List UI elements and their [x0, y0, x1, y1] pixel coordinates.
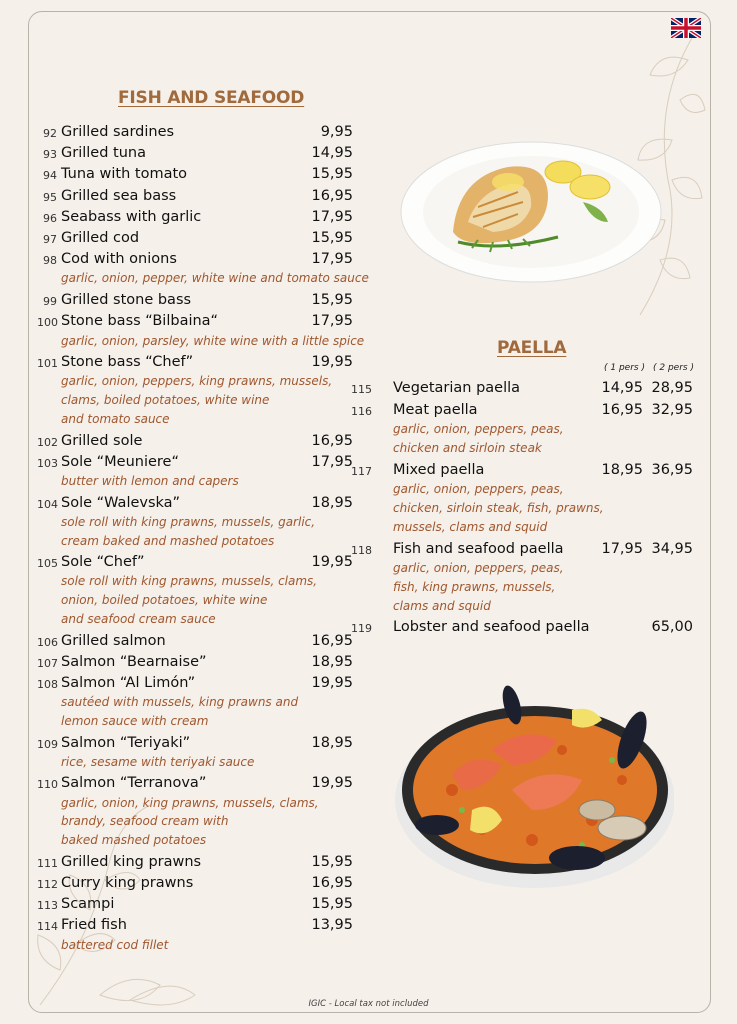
menu-item-price-2-person: 65,00	[651, 619, 693, 636]
menu-item-price: 15,95	[311, 896, 353, 913]
menu-item-description: sole roll with king prawns, mussels, garlic,	[61, 514, 316, 529]
menu-item-name: Sole “Meuniere“	[61, 453, 179, 470]
menu-item-name: Sole “Walevska”	[61, 494, 181, 511]
menu-item-number: 111	[37, 856, 58, 870]
menu-item-name: Scampi	[61, 896, 115, 913]
menu-item-name: Curry king prawns	[61, 874, 194, 891]
menu-item-number: 95	[43, 190, 57, 204]
menu-item-price: 13,95	[311, 917, 353, 934]
fish-section-title: FISH AND SEAFOOD	[118, 88, 305, 108]
menu-item-description: cream baked and mashed potatoes	[61, 533, 275, 548]
menu-item-name: Grilled stone bass	[61, 292, 192, 309]
menu-item-name: Sole “Chef”	[61, 554, 145, 571]
menu-item-number: 101	[37, 357, 58, 371]
menu-item-description: chicken, sirloin steak, fish, prawns,	[393, 500, 604, 515]
menu-item-name: Cod with onions	[61, 251, 177, 268]
menu-item-name: Lobster and seafood paella	[393, 619, 590, 636]
menu-item-price: 15,95	[311, 853, 353, 870]
menu-item-price-1-person: 14,95	[601, 380, 643, 396]
menu-item-number: 105	[37, 557, 58, 571]
menu-item-number: 106	[37, 635, 58, 649]
menu-item-name: Grilled sole	[61, 432, 143, 449]
menu-item-price: 9,95	[320, 124, 353, 140]
menu-item-number: 114	[37, 920, 58, 934]
menu-item-number: 116	[351, 404, 372, 418]
menu-item-description: lemon sauce with cream	[61, 713, 209, 728]
menu-item-number: 103	[37, 456, 58, 470]
menu-item-description: chicken and sirloin steak	[393, 440, 542, 455]
paella-header-2-person: ( 2 pers )	[653, 363, 694, 373]
menu-item-name: Salmon “Bearnaise”	[61, 653, 207, 670]
menu-item-price: 19,95	[311, 554, 353, 571]
menu-item-price: 16,95	[311, 432, 353, 449]
menu-item-number: 108	[37, 677, 58, 691]
menu-item-price: 19,95	[311, 674, 353, 691]
grilled-fish-photo	[398, 122, 664, 292]
menu-item-description: fish, king prawns, mussels,	[393, 579, 556, 594]
menu-item-price: 15,95	[311, 166, 353, 183]
tax-footer-note: IGIC - Local tax not included	[308, 999, 429, 1009]
menu-item-price-1-person: 17,95	[601, 540, 643, 557]
menu-item-description: rice, sesame with teriyaki sauce	[61, 754, 255, 769]
menu-item-number: 100	[37, 316, 58, 330]
menu-item-price-2-person: 36,95	[651, 461, 693, 478]
menu-item-name: Salmon “Terranova”	[61, 775, 207, 792]
menu-item-number: 92	[43, 127, 57, 140]
menu-item-description: garlic, onion, parsley, white wine with a little spice	[61, 333, 365, 348]
menu-item-price: 16,95	[311, 187, 353, 204]
menu-item-price-2-person: 28,95	[651, 380, 693, 396]
menu-item-name: Salmon “Al Limón”	[61, 674, 196, 691]
menu-item-number: 109	[37, 737, 58, 751]
menu-item-number: 93	[43, 148, 57, 162]
menu-item-description: garlic, onion, peppers, peas,	[393, 482, 564, 497]
menu-item-name: Grilled cod	[61, 230, 140, 246]
menu-item-price: 19,95	[311, 775, 353, 792]
menu-item-price: 18,95	[311, 734, 353, 751]
menu-item-number: 97	[43, 233, 57, 246]
menu-item-description: onion, boiled potatoes, white wine	[61, 593, 268, 608]
menu-item-name: Stone bass “Bilbaina“	[61, 313, 219, 330]
menu-item-name: Fried fish	[61, 917, 127, 934]
menu-item-number: 104	[37, 497, 58, 511]
menu-item-number: 113	[37, 899, 58, 913]
menu-item-description: battered cod fillet	[61, 937, 169, 952]
menu-item-name: Tuna with tomato	[61, 166, 188, 183]
menu-item-description: garlic, onion, pepper, white wine and tomato sauce	[61, 271, 369, 286]
menu-item-price: 17,95	[311, 208, 353, 225]
menu-item-description: and tomato sauce	[61, 411, 170, 426]
menu-item-name: Grilled sea bass	[61, 187, 177, 204]
menu-item-description: baked mashed potatoes	[61, 833, 207, 847]
menu-item-number: 117	[351, 464, 372, 478]
paella-section-title: PAELLA	[497, 338, 567, 358]
menu-item-description: butter with lemon and capers	[61, 473, 239, 488]
menu-item-name: Grilled tuna	[61, 145, 146, 162]
menu-item-price-2-person: 34,95	[651, 540, 693, 557]
menu-item-description: garlic, onion, peppers, peas,	[393, 561, 564, 575]
menu-item-price-1-person: 16,95	[601, 401, 643, 418]
menu-item-number: 110	[37, 778, 58, 792]
menu-item-description: garlic, onion, king prawns, mussels, clams,	[61, 795, 319, 810]
paella-header-1-person: ( 1 pers )	[604, 363, 645, 373]
menu-item-price: 17,95	[311, 453, 353, 470]
menu-item-description: mussels, clams and squid	[393, 519, 548, 534]
menu-item-number: 102	[37, 435, 58, 449]
menu-item-name: Fish and seafood paella	[393, 540, 564, 557]
menu-item-price: 18,95	[311, 653, 353, 670]
menu-item-number: 94	[43, 169, 57, 183]
menu-item-name: Meat paella	[393, 401, 478, 418]
menu-item-number: 96	[43, 211, 57, 225]
menu-item-price: 16,95	[311, 632, 353, 649]
menu-item-description: garlic, onion, peppers, peas,	[393, 422, 564, 436]
menu-item-description: sautéed with mussels, king prawns and	[61, 695, 299, 710]
menu-item-name: Grilled salmon	[61, 632, 166, 649]
menu-item-description: sole roll with king prawns, mussels, clams,	[61, 574, 318, 589]
menu-item-price: 17,95	[311, 251, 353, 268]
menu-item-number: 99	[43, 295, 57, 309]
menu-item-price: 14,95	[311, 145, 353, 162]
menu-item-description: clams, boiled potatoes, white wine	[61, 393, 270, 408]
menu-item-name: Seabass with garlic	[61, 208, 202, 225]
menu-item-price-2-person: 32,95	[651, 401, 693, 418]
menu-item-number: 98	[43, 254, 57, 268]
menu-item-name: Grilled sardines	[61, 124, 175, 140]
menu-item-name: Salmon “Teriyaki”	[61, 734, 191, 751]
menu-item-price-1-person: 18,95	[601, 461, 643, 478]
seafood-paella-photo	[392, 680, 674, 892]
menu-item-description: brandy, seafood cream with	[61, 814, 229, 829]
menu-item-description: clams and squid	[393, 598, 491, 613]
menu-item-description: garlic, onion, peppers, king prawns, mussels,	[61, 374, 333, 389]
menu-item-price: 15,95	[311, 292, 353, 309]
menu-item-number: 118	[351, 543, 372, 557]
menu-item-number: 107	[37, 656, 58, 670]
menu-item-name: Stone bass “Chef”	[61, 354, 194, 371]
menu-item-price: 18,95	[311, 494, 353, 511]
menu-item-description: and seafood cream sauce	[61, 611, 216, 626]
menu-item-price: 17,95	[311, 313, 353, 330]
menu-item-price: 19,95	[311, 354, 353, 371]
menu-item-number: 112	[37, 877, 58, 891]
menu-item-name: Grilled king prawns	[61, 853, 202, 870]
menu-item-name: Vegetarian paella	[393, 380, 521, 396]
uk-flag-icon[interactable]	[671, 18, 701, 38]
menu-item-name: Mixed paella	[393, 461, 485, 478]
menu-item-price: 16,95	[311, 874, 353, 891]
menu-item-price: 15,95	[311, 230, 353, 246]
menu-item-number: 115	[351, 383, 372, 396]
menu-item-number: 119	[351, 622, 372, 636]
